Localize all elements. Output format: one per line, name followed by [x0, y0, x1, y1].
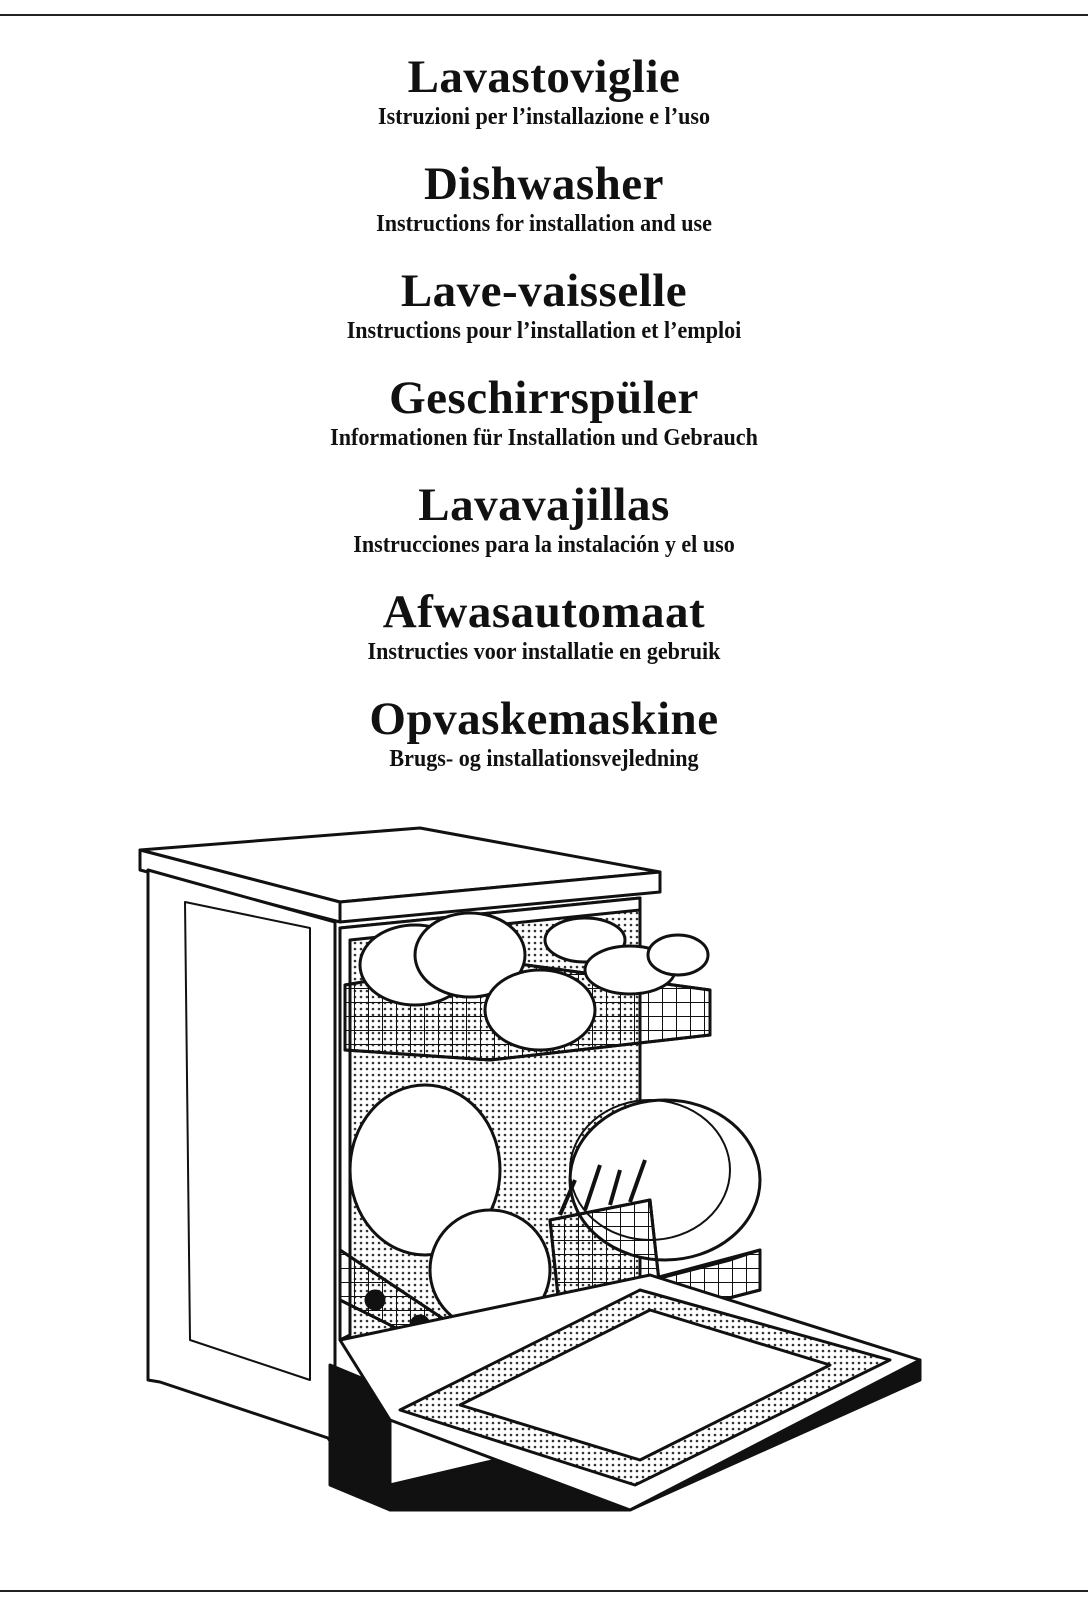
subtitle-italian: Istruzioni per l’installazione e l’uso	[377, 104, 711, 130]
bottom-rule	[0, 1590, 1088, 1592]
title-block-italian	[0, 52, 1088, 159]
title-block-german	[0, 373, 1088, 480]
subtitle-german: Informationen für Installation und Gebrauch	[330, 425, 758, 451]
dishwasher-illustration-icon	[130, 820, 950, 1560]
heading-spanish: Lavavajillas	[418, 479, 670, 531]
title-block-spanish	[0, 480, 1088, 587]
subtitle-dutch: Instructies voor installatie en gebruik	[367, 639, 721, 665]
title-block-danish	[0, 694, 1088, 801]
title-block-english	[0, 159, 1088, 266]
subtitle-english: Instructions for installation and use	[376, 211, 712, 237]
heading-italian: Lavastoviglie	[407, 51, 681, 103]
title-block-dutch	[0, 587, 1088, 694]
heading-german: Geschirrspüler	[389, 372, 699, 424]
heading-english: Dishwasher	[423, 158, 665, 210]
title-block-french	[0, 266, 1088, 373]
heading-dutch: Afwasautomaat	[382, 586, 706, 638]
heading-french: Lave-vaisselle	[400, 265, 688, 317]
cabinet-side	[148, 870, 335, 1448]
subtitle-spanish: Instrucciones para la instalación y el uso	[353, 532, 735, 558]
cover-titles	[0, 52, 1088, 801]
subtitle-danish: Brugs- og installationsvejledning	[389, 746, 699, 772]
heading-danish: Opvaskemaskine	[369, 693, 719, 745]
subtitle-french: Instructions pour l’installation et l’emploi	[346, 318, 742, 344]
top-rule	[0, 14, 1088, 16]
